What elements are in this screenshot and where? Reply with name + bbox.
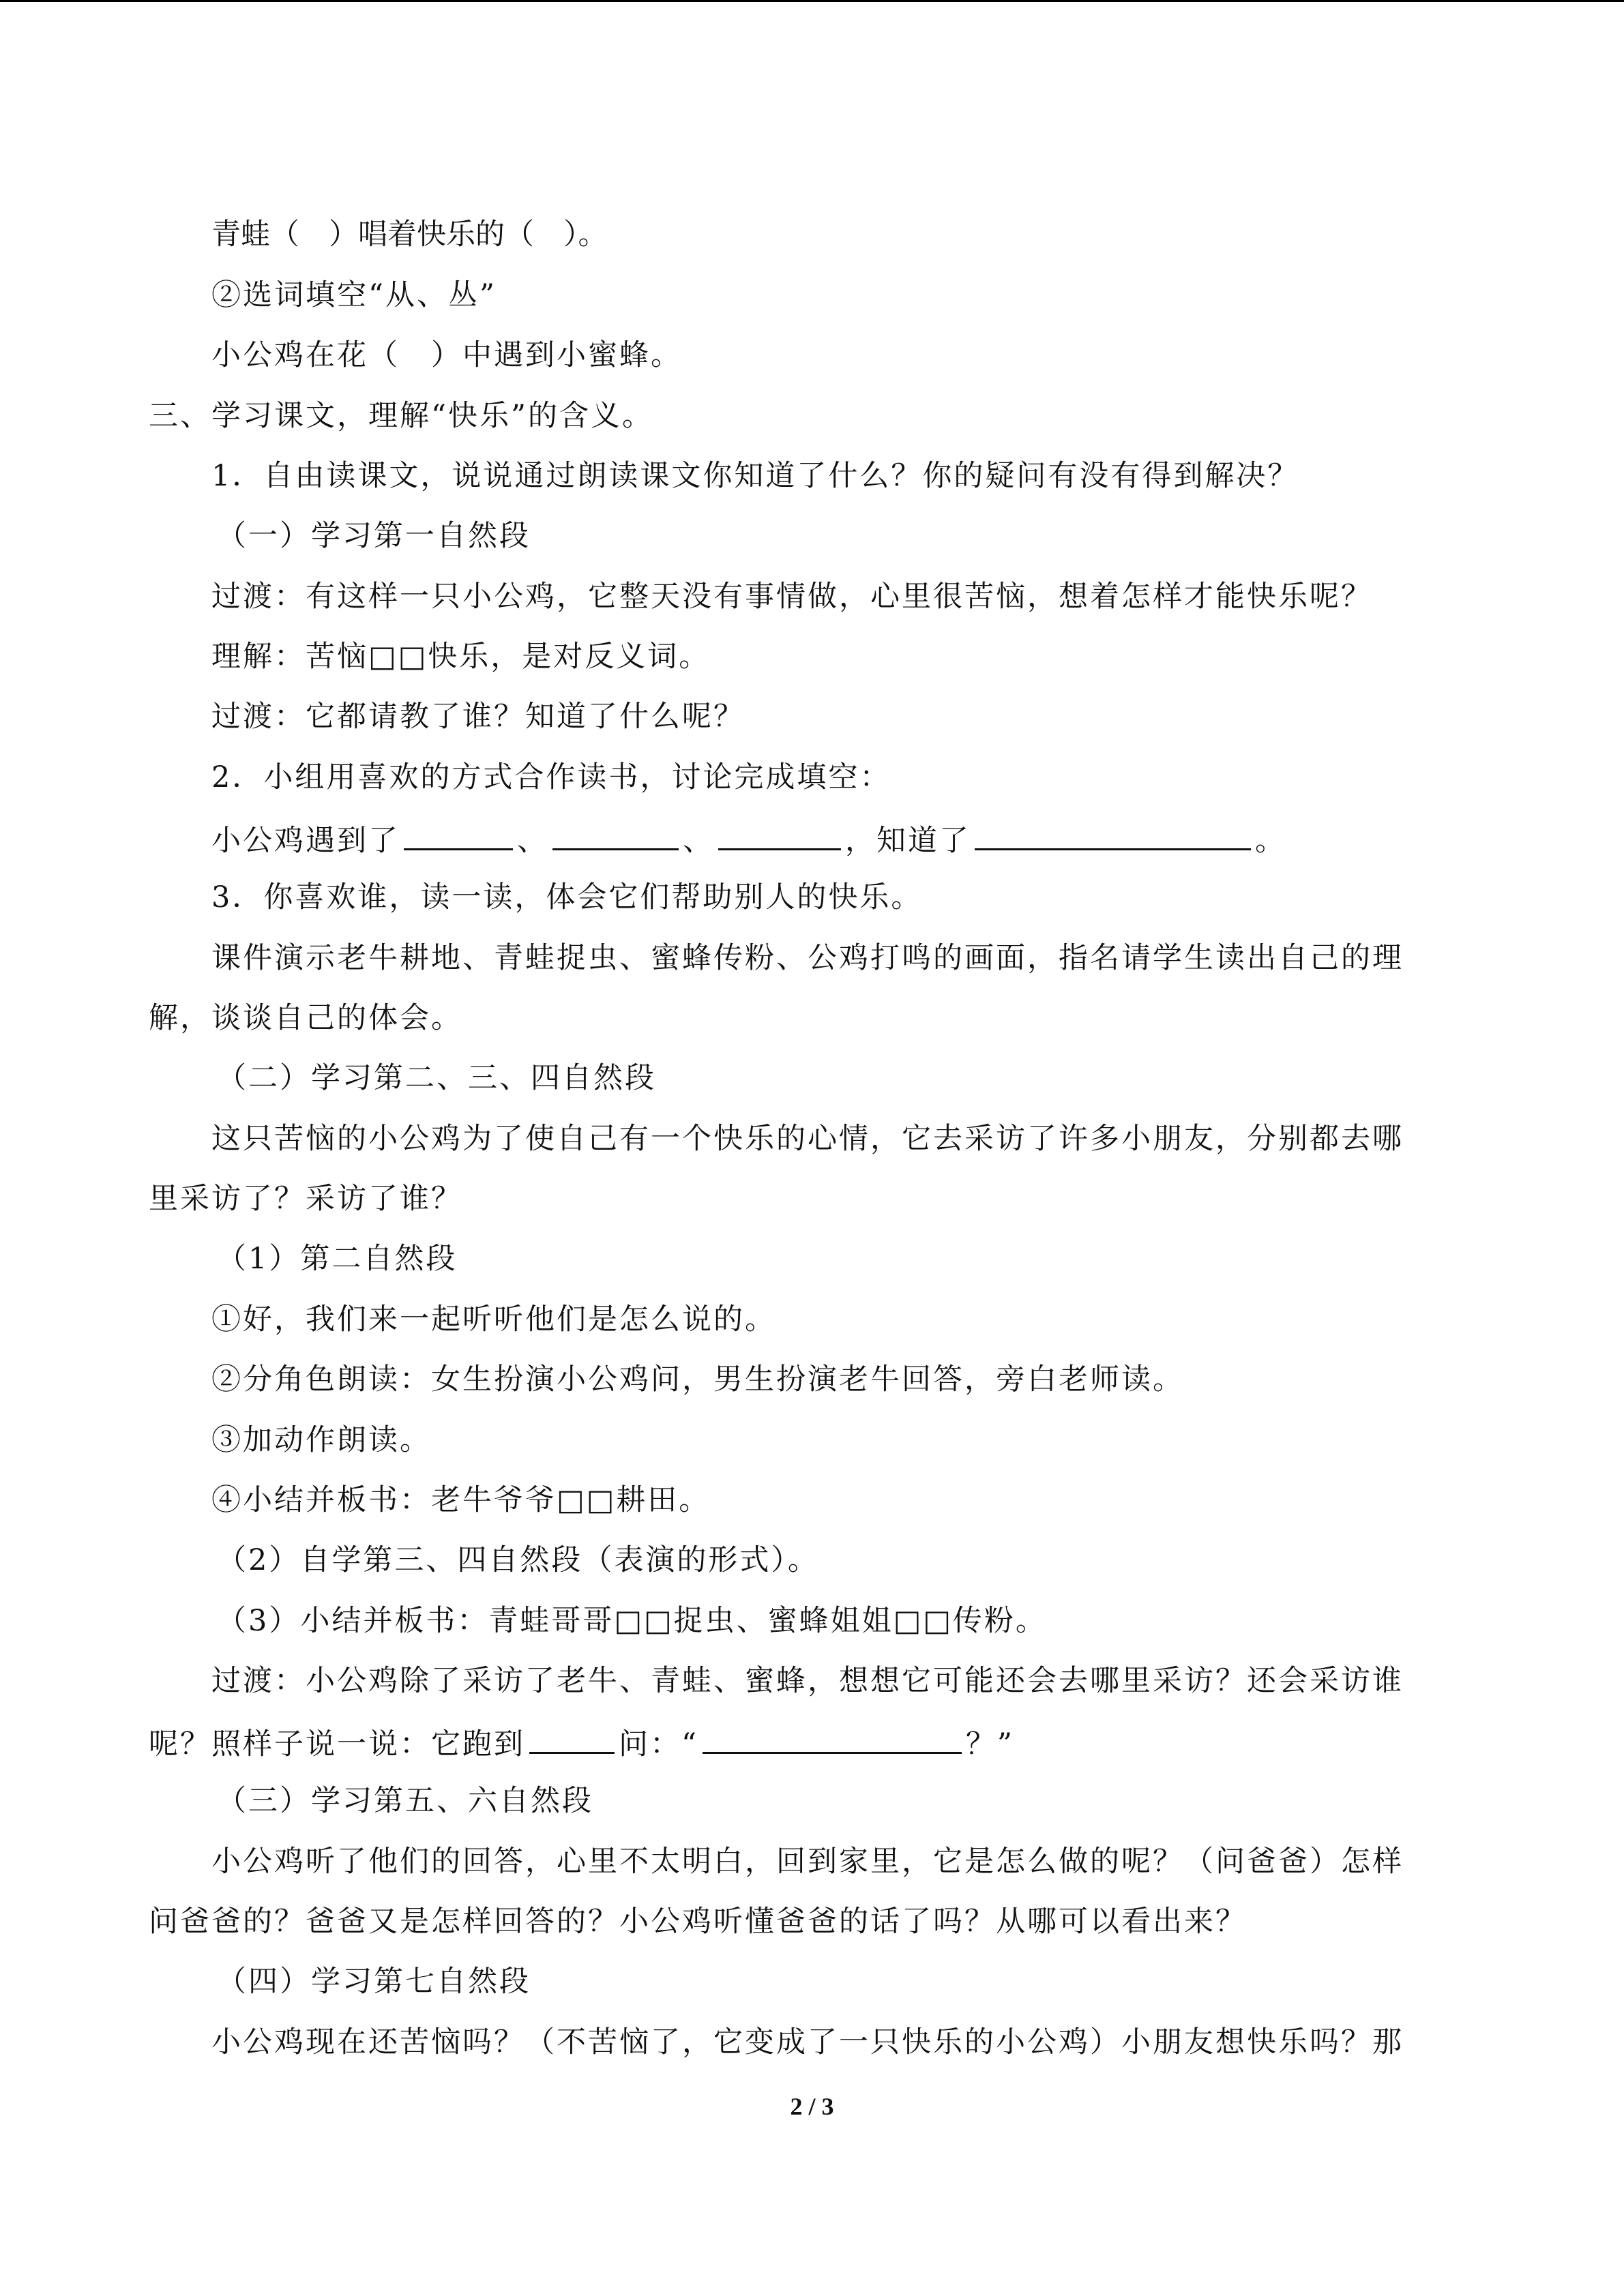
- text-line: 解，谈谈自己的体会。: [149, 1001, 462, 1035]
- fill-mid-text: 问：“: [619, 1727, 698, 1761]
- text-line: 这只苦恼的小公鸡为了使自己有一个快乐的心情，它去采访了许多小朋友，分别都去哪: [211, 1122, 1404, 1156]
- text-line: 青蛙（ ）唱着快乐的（ ）。: [211, 218, 608, 252]
- text-line: 过渡：小公鸡除了采访了老牛、青蛙、蜜蜂，想想它可能还会去哪里采访？还会采访谁: [211, 1664, 1404, 1698]
- section-heading: 三、学习课文，理解“快乐”的含义。: [149, 399, 653, 433]
- subsection-heading: （四）学习第七自然段: [217, 1965, 531, 1999]
- fill-lead-text: 呢？照样子说一说：它跑到: [149, 1727, 525, 1761]
- subsection-heading: （1）第二自然段: [217, 1242, 458, 1276]
- text-line: （3）小结并板书：青蛙哥哥□□捉虫、蜜蜂姐姐□□传粉。: [217, 1604, 1047, 1638]
- subsection-heading: （一）学习第一自然段: [217, 519, 531, 553]
- answer-blank[interactable]: [718, 818, 841, 850]
- answer-blank[interactable]: [703, 1722, 962, 1754]
- answer-blank[interactable]: [975, 818, 1251, 850]
- text-line: 小公鸡听了他们的回答，心里不太明白，回到家里，它是怎么做的呢？（问爸爸）怎样: [211, 1845, 1404, 1879]
- text-line: ③加动作朗读。: [211, 1423, 431, 1457]
- text-line: ②分角色朗读：女生扮演小公鸡问，男生扮演老牛回答，旁白老师读。: [211, 1362, 1184, 1397]
- text-line: 小公鸡在花（ ）中遇到小蜜蜂。: [211, 338, 682, 372]
- answer-blank[interactable]: [529, 1722, 615, 1754]
- text-line: 小公鸡现在还苦恼吗？（不苦恼了，它变成了一只快乐的小公鸡）小朋友想快乐吗？那: [211, 2025, 1404, 2059]
- text-line: 过渡：有这样一只小公鸡，它整天没有事情做，心里很苦恼，想着怎样才能快乐呢？: [211, 580, 1372, 614]
- text-line: 课件演示老牛耕地、青蛙捉虫、蜜蜂传粉、公鸡打鸣的画面，指名请学生读出自己的理: [211, 941, 1404, 975]
- subsection-heading: （二）学习第二、三、四自然段: [217, 1061, 656, 1095]
- fill-end-text: 。: [1255, 824, 1286, 858]
- subsection-heading: （三）学习第五、六自然段: [217, 1784, 593, 1818]
- separator: 、: [517, 824, 548, 858]
- separator: 、: [683, 824, 714, 858]
- text-line: 过渡：它都请教了谁？知道了什么呢？: [211, 700, 745, 734]
- fill-end-text: ？”: [965, 1727, 1014, 1761]
- text-line: 1．自由读课文，说说通过朗读课文你知道了什么？你的疑问有没有得到解决？: [211, 459, 1299, 493]
- answer-blank[interactable]: [404, 818, 513, 850]
- fill-mid-text: ，知道了: [845, 824, 971, 858]
- fill-lead-text: 小公鸡遇到了: [211, 824, 400, 858]
- text-line: （2）自学第三、四自然段（表演的形式）。: [217, 1543, 819, 1577]
- answer-blank[interactable]: [552, 818, 679, 850]
- text-line: 3．你喜欢谁，读一读，体会它们帮助别人的快乐。: [211, 880, 923, 914]
- fill-in-line: [211, 818, 1286, 860]
- text-line: ①好，我们来一起听听他们是怎么说的。: [211, 1302, 776, 1337]
- text-line: 里采访了？采访了谁？: [149, 1182, 462, 1216]
- page-number: 2 / 3: [790, 2093, 834, 2120]
- fill-in-line: [149, 1722, 1014, 1763]
- text-line: ②选词填空“从、丛”: [211, 278, 497, 312]
- text-line: 问爸爸的？爸爸又是怎样回答的？小公鸡听懂爸爸的话了吗？从哪可以看出来？: [149, 1905, 1247, 1939]
- text-line: 理解：苦恼□□快乐，是对反义词。: [211, 640, 711, 674]
- text-line: 2．小组用喜欢的方式合作读书，讨论完成填空：: [211, 760, 891, 794]
- text-line: ④小结并板书：老牛爷爷□□耕田。: [211, 1483, 711, 1517]
